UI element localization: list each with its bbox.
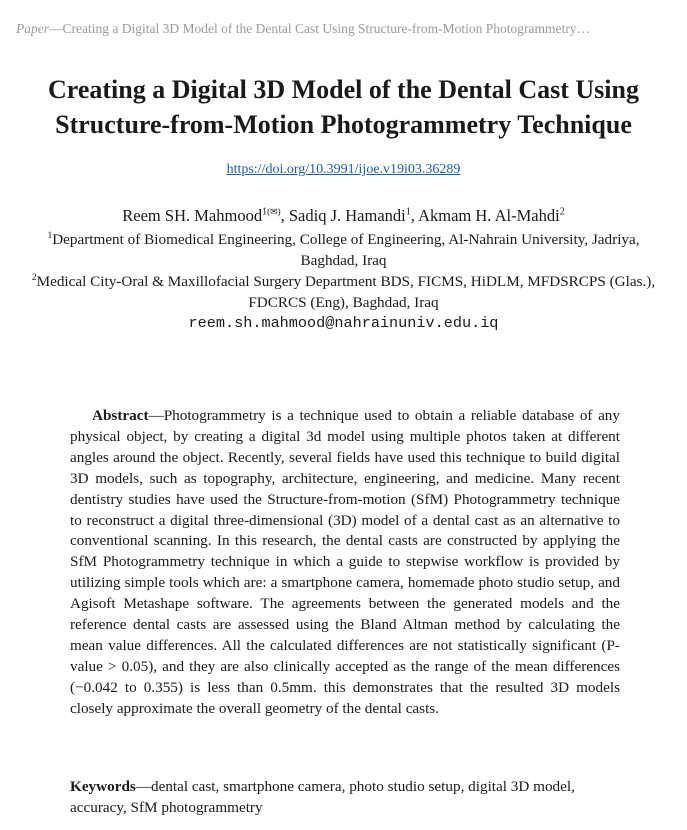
affiliation-2 [22, 271, 665, 313]
running-header [16, 21, 671, 37]
paper-tag: Paper [16, 21, 49, 36]
envelope-icon: (✉) [267, 206, 281, 217]
running-title: —Creating a Digital 3D Model of the Dental Cast Using Structure-from-Motion Photogrammetry… [49, 21, 591, 36]
affiliation-text: Medical City-Oral & Maxillofacial Surgery Department BDS, FICMS, HiDLM, MFDSRCPS (Glas.), FDCRCS (Eng), Baghdad, Iraq [36, 273, 656, 311]
paper-title [20, 72, 667, 142]
keywords-text: —dental cast, smartphone camera, photo studio setup, digital 3D model, accuracy, SfM photogrammetry [70, 778, 575, 816]
author-affil-sup: 1 [405, 206, 411, 218]
author-affil-sup: 1 [262, 206, 268, 218]
abstract-text: —Photogrammetry is a technique used to obtain a reliable database of any physical object, by creating a digital 3d model using multiple photos taken at different angles around the object. Recently, several fields have used this technique to build digital 3D models, such as topography, architecture, engineering, and medicine. Many recent dentistry studies have used the Structure-from-motion (SfM) Photogrammetry technique to reconstruct a digital three-dimensional (3D) model of a dental cast as an alternative to conventional scanning. In this research, the dental casts are constructed by applying the SfM Photogrammetry technique in which a guide to stepwise workflow is provided by utilizing simple tools which are: a smartphone camera, homemade photo studio setup, and Agisoft Metashape software. The agreements between the generated models and the reference dental casts are assessed using the Bland Altman method by calculating the mean value differences. All the calculated differences are not statistically significant (P-value > 0.05), and they are also clinically accepted as the range of the mean differences (−0.042 to 0.355) is less than 0.5mm. this demonstrates that the resulted 3D models closely approximate the overall geometry of the dental casts. [70, 407, 620, 717]
keywords-label: Keywords [70, 778, 136, 795]
keywords [70, 776, 620, 818]
affiliation-sup: 2 [31, 272, 37, 283]
author-name: Sadiq J. Hamandi [288, 206, 406, 225]
doi-line [0, 162, 687, 178]
abstract [70, 406, 620, 720]
title-line-2: Structure-from-Motion Photogrammetry Technique [55, 110, 632, 139]
title-line-1: Creating a Digital 3D Model of the Dental Cast Using [48, 75, 639, 104]
affiliation-1 [22, 229, 665, 271]
author-affil-sup: 2 [559, 206, 565, 218]
affiliation-sup: 1 [47, 230, 53, 241]
abstract-label: Abstract [92, 407, 149, 424]
doi-link[interactable]: https://doi.org/10.3991/ijoe.v19i03.36289 [226, 162, 461, 177]
affiliation-text: Department of Biomedical Engineering, College of Engineering, Al-Nahrain University, Jadriya, Baghdad, Iraq [52, 231, 640, 269]
author-name: Reem SH. Mahmood [122, 206, 263, 225]
author-email[interactable]: reem.sh.mahmood@nahrainuniv.edu.iq [188, 314, 499, 332]
author-list: Reem SH. Mahmood$^{1(✉)}$, Sadiq J. Hamandi$^1$, Akmam H. Al-Mahdi$^2$ [122, 206, 565, 225]
author-name: Akmam H. Al-Mahdi [418, 206, 560, 225]
